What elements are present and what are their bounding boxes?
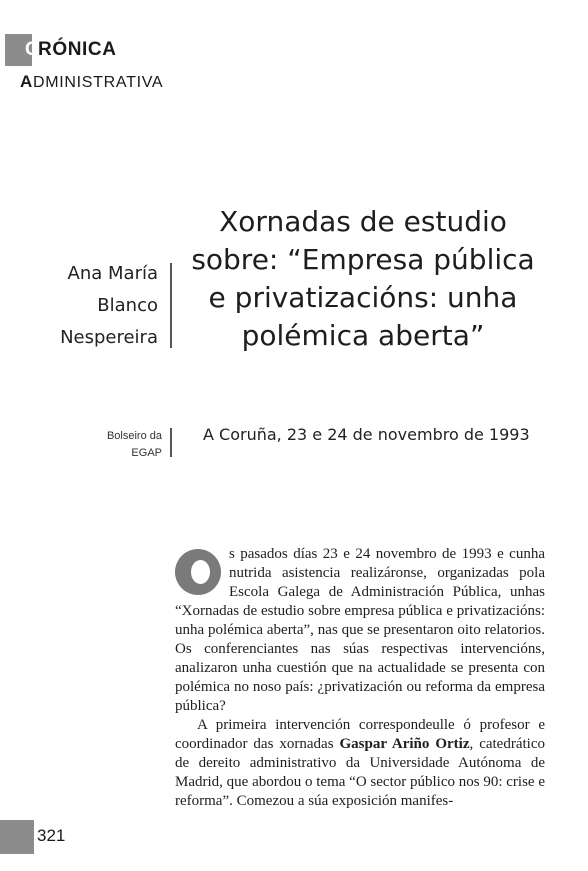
page-number: 321 xyxy=(37,826,66,845)
author-line-2: Blanco xyxy=(97,295,158,316)
title-line-4: polémica aberta” xyxy=(241,319,485,352)
author-affiliation xyxy=(60,428,162,462)
body-paragraph-1 xyxy=(175,545,545,716)
title-line-2: sobre: “Empresa pública xyxy=(191,243,535,276)
article-title xyxy=(178,203,548,355)
drop-cap-o xyxy=(175,549,221,595)
title-line-1: Xornadas de estudio xyxy=(219,205,507,238)
author-line-1: Ana María xyxy=(67,263,158,284)
section-word-administrativa: DMINISTRATIVA xyxy=(32,74,164,91)
author-name xyxy=(40,258,158,354)
affiliation-line-1: Bolseiro da xyxy=(106,430,162,442)
paragraph-1-text: s pasados días 23 e 24 novembro de 1993 e cunha nutrida asistencia realizáronse, organizadas pola Escola Galega de Administración Pública, unhas “Xornadas de estudio sobre empresa pública e privatizacións: unha polémica aberta”, nas que se presentaron oito relatorios. Os conferenciantes nas súas respectivas intervencións, analizaron unha cuestión que na actualidade se presenta con polémica no noso país: ¿privatización ou reforma da empresa pública? xyxy=(175,546,545,714)
body-paragraph-2 xyxy=(175,716,545,811)
section-title-line1 xyxy=(5,34,125,66)
title-line-3: e privatizacións: unha xyxy=(208,281,518,314)
section-title-line2 xyxy=(20,72,163,92)
paragraph-2-end: , catedrático de dereito administrativo da Universidade Autónoma de Madrid, que abordou o tema “O sector público nos 90: crise e reforma”. Comezou a súa exposición manifes- xyxy=(175,736,545,809)
section-word-cronica: RÓNICA xyxy=(38,39,117,60)
speaker-name: Gaspar Ariño Ortiz xyxy=(339,736,470,752)
affiliation-line-2: EGAP xyxy=(131,447,162,459)
section-initial-c: C xyxy=(25,39,40,60)
author-divider xyxy=(170,263,172,348)
section-initial-a: A xyxy=(20,72,33,91)
dateline: A Coruña, 23 e 24 de novembro de 1993 xyxy=(203,425,530,444)
page-number-box xyxy=(0,820,34,854)
affiliation-divider xyxy=(170,428,172,457)
paragraph-2-start: A primeira intervención correspondeulle ó profesor e coordinador das xornadas xyxy=(175,717,545,752)
article-body xyxy=(175,545,545,811)
drop-cap-counter xyxy=(191,560,210,584)
author-line-3: Nespereira xyxy=(60,327,158,348)
